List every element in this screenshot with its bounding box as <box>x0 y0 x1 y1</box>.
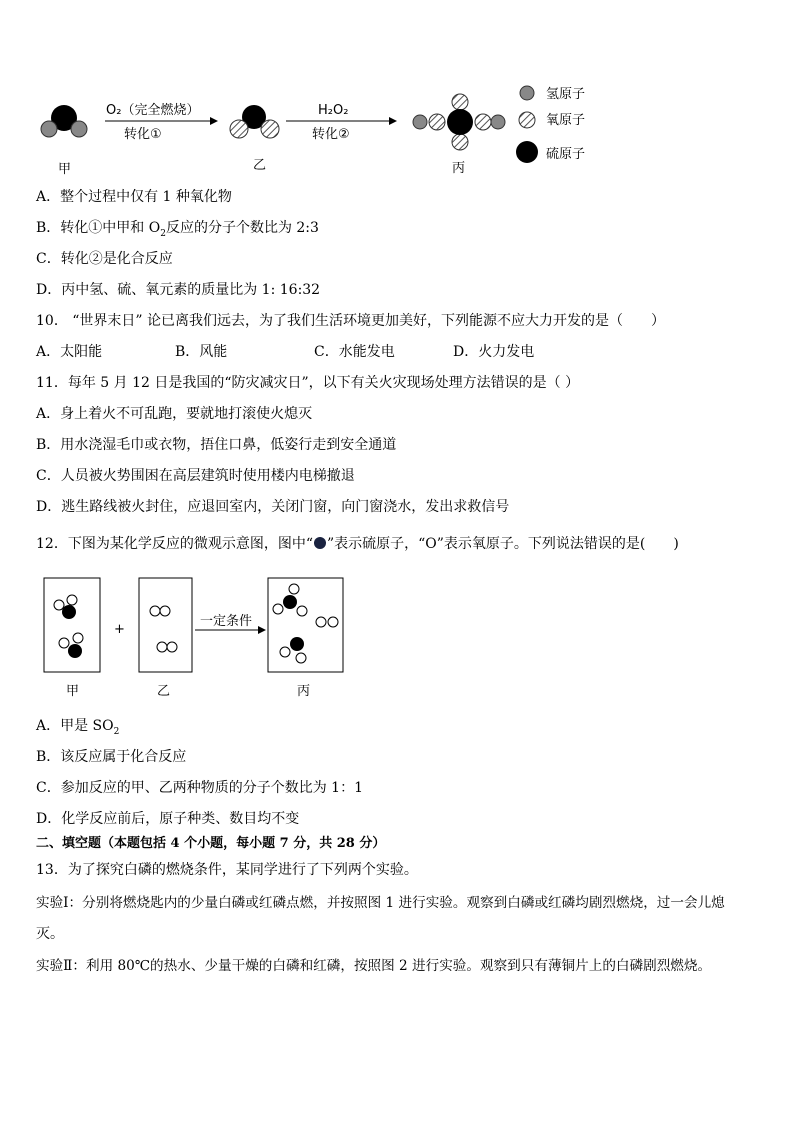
legend-sulfur-label: 硫原子 <box>546 147 586 162</box>
q11-option-a: A．身上着火不可乱跑，要就地打滚使火熄灭 <box>36 406 313 422</box>
q10-option-d: D．火力发电 <box>453 344 535 360</box>
label-yi-2: 乙 <box>157 684 171 699</box>
q9-option-c: C．转化②是化合反应 <box>36 251 173 267</box>
legend-hydrogen-label: 氢原子 <box>546 87 586 102</box>
arrow2-top-label: H₂O₂ <box>318 103 349 118</box>
q12-option-d: D．化学反应前后，原子种类、数目均不变 <box>36 811 300 827</box>
label-jia: 甲 <box>58 162 72 177</box>
box-jia <box>44 578 100 672</box>
q11-stem: 11．每年 5 月 12 日是我国的“防灾减灾日”，以下有关火灾现场处理方法错误的是（ ） <box>36 375 580 391</box>
q10-stem: 10． “世界末日” 论已离我们远去，为了我们生活环境更加美好，下列能源不应大力开发的是（ ） <box>36 313 666 329</box>
q10-option-b: B．风能 <box>175 344 228 360</box>
q10-option-a: A．太阳能 <box>36 344 103 360</box>
q9-option-a: A．整个过程中仅有 1 种氧化物 <box>36 189 232 205</box>
q11-option-d: D．逃生路线被火封住，应退回室内，关闭门窗，向门窗浇水，发出求救信号 <box>36 499 510 515</box>
label-bing: 丙 <box>452 161 466 176</box>
q10-option-c: C．水能发电 <box>314 344 395 360</box>
q12-option-a-pre: A．甲是 SO <box>36 718 114 734</box>
legend-oxygen-label: 氧原子 <box>546 113 586 128</box>
q13-exp2: 实验Ⅱ：利用 80℃的热水、少量干燥的白磷和红磷，按照图 2 进行实验。观察到只有薄铜片上的白磷剧烈燃烧。 <box>36 958 712 974</box>
box-yi <box>139 578 192 672</box>
plus-sign: + <box>114 622 125 637</box>
box-bing <box>268 578 343 672</box>
q13-exp1-line2: 灭。 <box>36 926 64 942</box>
section-2-heading: 二、填空题（本题包括 4 个小题，每小题 7 分，共 28 分） <box>36 836 386 851</box>
q11-option-c: C．人员被火势围困在高层建筑时使用楼内电梯撤退 <box>36 468 355 484</box>
label-yi: 乙 <box>253 158 267 173</box>
q13-stem: 13．为了探究白磷的燃烧条件，某同学进行了下列两个实验。 <box>36 862 418 878</box>
q12-stem-pre: 12．下图为某化学反应的微观示意图，图中“ <box>36 536 313 552</box>
q9-option-b-pre: B．转化①中甲和 O <box>36 220 161 236</box>
reaction-arrow <box>195 614 266 634</box>
arrow1-top-label: O₂（完全燃烧） <box>106 103 200 118</box>
arrow1-bottom-label: 转化① <box>124 127 162 142</box>
q13-exp1-line1: 实验Ⅰ：分别将燃烧匙内的少量白磷或红磷点燃，并按照图 1 进行实验。观察到白磷或红磷均剧烈燃烧，过一会儿熄 <box>36 895 725 911</box>
q9-option-b-post: 反应的分子个数比为 2:3 <box>165 220 319 236</box>
label-bing-2: 丙 <box>297 684 311 699</box>
q9-option-b-sub: 2 <box>160 228 166 239</box>
q12-option-a-sub: 2 <box>113 726 120 737</box>
q12-stem-mid: ”表示硫原子，“O”表示氧原子。下列说法错误的是( ) <box>326 536 679 552</box>
reaction-condition-label: 一定条件 <box>200 614 253 629</box>
arrow2-bottom-label: 转化② <box>312 127 350 142</box>
label-jia-2: 甲 <box>66 684 80 699</box>
q12-option-c: C．参加反应的甲、乙两种物质的分子个数比为 1：1 <box>36 780 363 796</box>
q9-option-d: D．丙中氢、硫、氧元素的质量比为 1: 16:32 <box>36 282 321 298</box>
q11-option-b: B．用水浇湿毛巾或衣物，捂住口鼻，低姿行走到安全通道 <box>36 437 397 453</box>
q12-option-b: B．该反应属于化合反应 <box>36 749 187 765</box>
q12-option-a <box>36 716 119 742</box>
